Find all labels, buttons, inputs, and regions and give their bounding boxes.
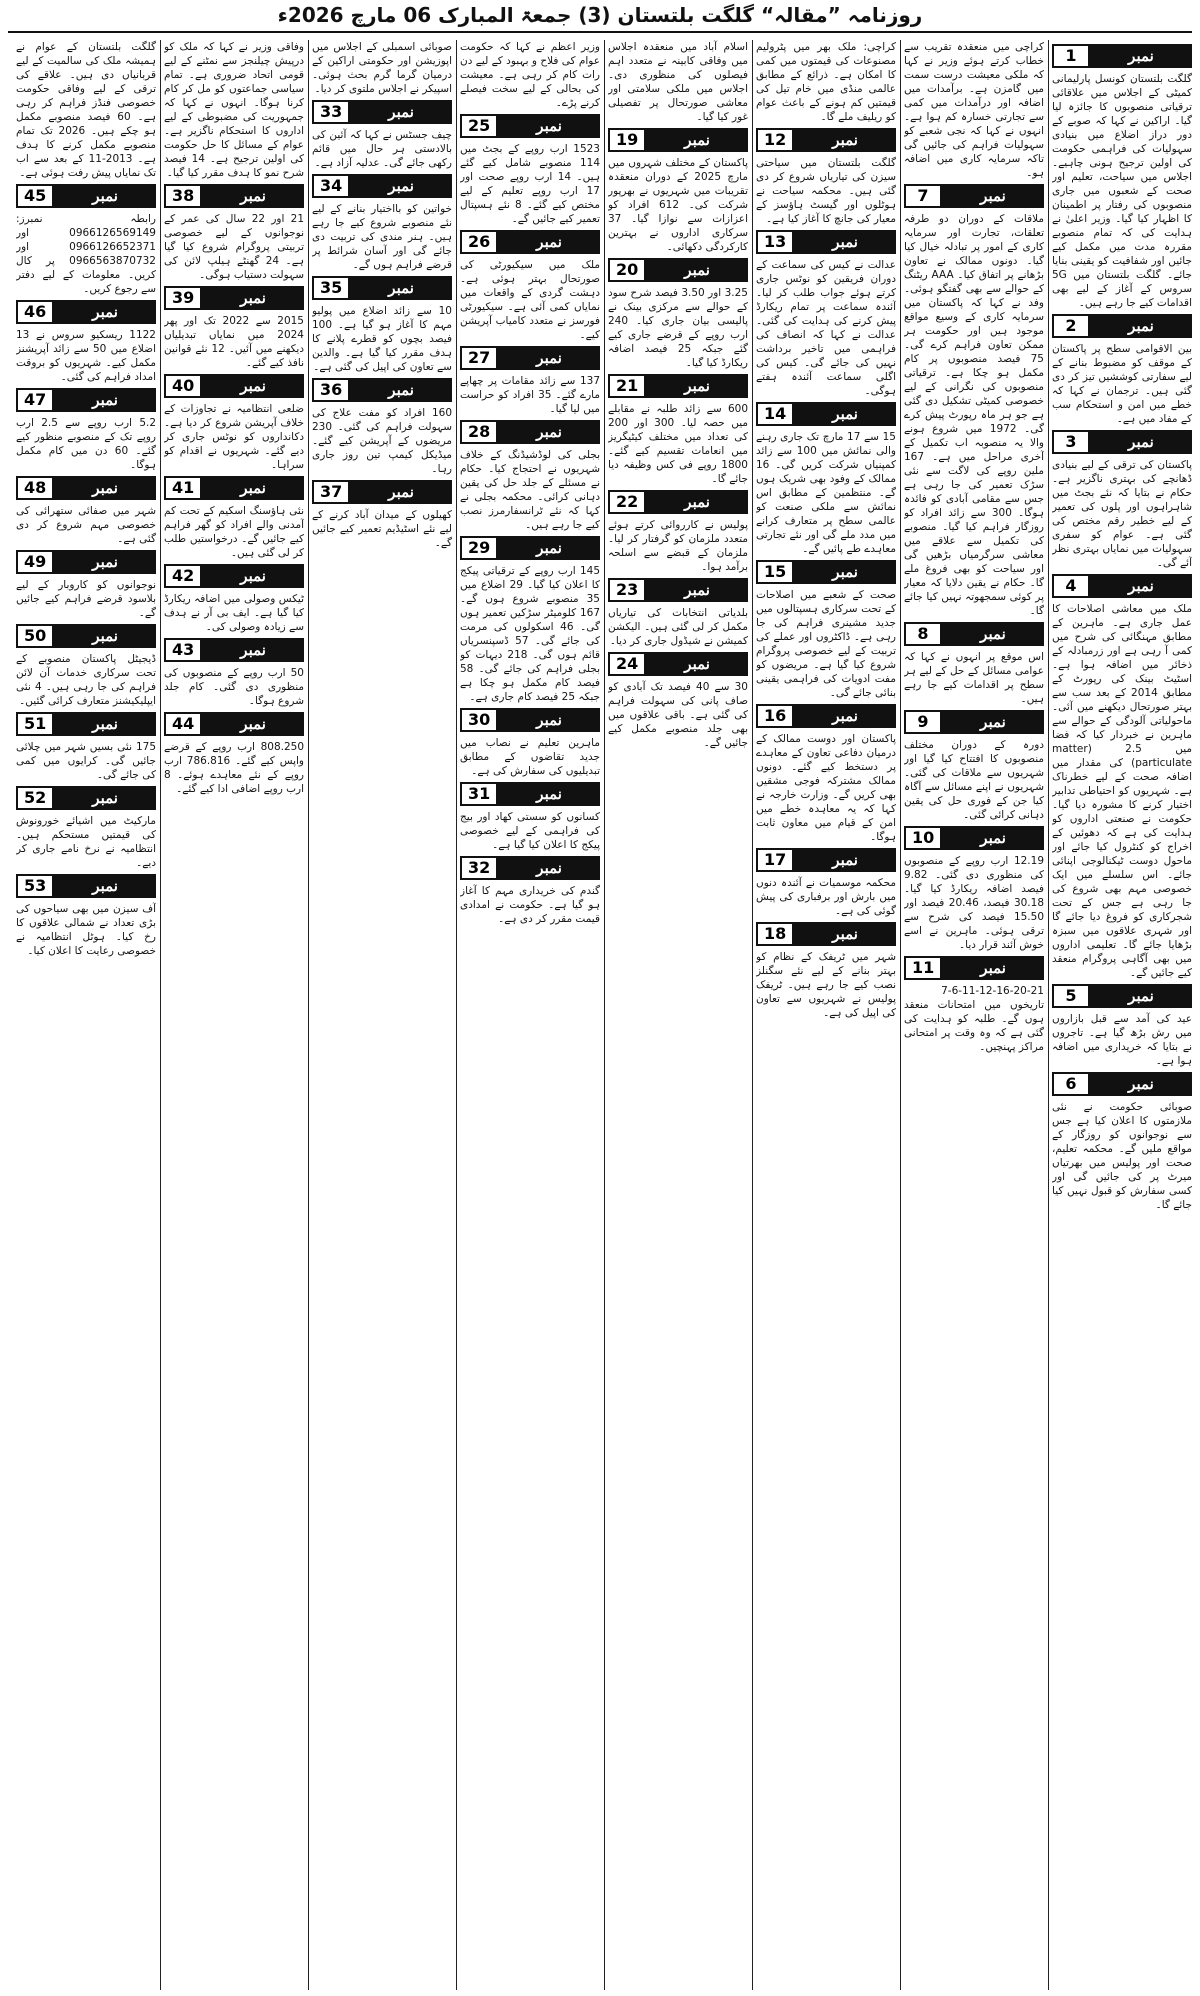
column-divider (456, 40, 457, 1990)
item-number: 7 (906, 186, 940, 206)
item-number-word: نمبر (388, 177, 414, 195)
item-number-word: نمبر (832, 925, 858, 943)
news-text: پاکستان کے مختلف شہروں میں مارچ 2025 کے دوران منعقدہ تقریبات میں شہریوں نے بھرپور شرکت کی۔ 612 افراد کو اعزازات سے نوازا گیا۔ 37 سرکاری اداروں نے بہترین کارکردگی دکھائی۔ (608, 157, 748, 253)
masthead (0, 0, 1200, 30)
item-number: 46 (18, 302, 52, 322)
item-number-badge (904, 622, 1044, 646)
item-number-word: نمبر (832, 131, 858, 149)
item-number-word: نمبر (684, 493, 710, 511)
news-text: وفاقی وزیر نے کہا کہ ملک کو درپیش چیلنجز سے نمٹنے کے لیے قومی اتحاد ضروری ہے۔ تمام سیاسی جماعتوں کو مل کر کام کرنا ہوگا۔ انہوں نے کہا کہ جمہوریت کی مضبوطی کے لیے اداروں کا استحکام ناگزیر ہے۔ عوام کے مسائل کا حل حکومت کی اولین ترجیح ہے۔ 14 فیصد شرح نمو کا ہدف مقرر کیا گیا۔ (164, 41, 304, 179)
item-number: 23 (610, 580, 644, 600)
news-text: گلگت بلتستان کے عوام نے ہمیشہ ملک کی سالمیت کے لیے قربانیاں دی ہیں۔ علاقے کی ترقی کے لیے وفاقی حکومت خصوصی فنڈز فراہم کر رہی ہے۔ 60 فیصد منصوبے مکمل ہو چکے ہیں۔ 2026 تک تمام منصوبے مکمل کرنے کا ہدف ہے۔ 2013-11 کے بعد سے اب تک نمایاں پیش رفت ہوئی ہے۔ (16, 41, 156, 179)
item-number: 37 (314, 482, 348, 502)
news-text: عدالت نے کیس کی سماعت کے دوران فریقین کو نوٹس جاری کرتے ہوئے جواب طلب کر لیا۔ آئندہ سماعت پر تمام ریکارڈ پیش کرنے کی ہدایت کی گئی۔ عدالت نے کہا کہ انصاف کی فراہمی میں تاخیر برداشت نہیں کی جائے گی۔ کیس کی اگلی سماعت آئندہ ہفتے ہوگی۔ (756, 259, 896, 397)
item-number-badge (16, 786, 156, 810)
item-number-word: نمبر (388, 279, 414, 297)
item-number: 12 (758, 130, 792, 150)
item-number: 48 (18, 478, 52, 498)
news-text: نوجوانوں کو کاروبار کے لیے بلاسود قرضے فراہم کیے جائیں گے۔ (16, 579, 156, 619)
item-number-badge (608, 652, 748, 676)
item-number-word: نمبر (92, 553, 118, 571)
item-number-badge (460, 114, 600, 138)
column-divider (308, 40, 309, 1990)
item-number-badge (16, 476, 156, 500)
column-divider (1048, 40, 1049, 1990)
item-number-badge (460, 856, 600, 880)
item-number: 32 (462, 858, 496, 878)
item-number-word: نمبر (980, 713, 1006, 731)
item-number-word: نمبر (240, 479, 266, 497)
item-number: 43 (166, 640, 200, 660)
item-number: 31 (462, 784, 496, 804)
item-number-word: نمبر (92, 479, 118, 497)
item-number-badge (16, 712, 156, 736)
news-text: گلگت بلتستان میں سیاحتی سیزن کی تیاریاں شروع کر دی گئی ہیں۔ محکمہ سیاحت نے ہوٹلوں اور گیسٹ ہاؤسز کے معیار کی جانچ کا آغاز کیا ہے۔ (756, 157, 896, 225)
news-text: رابطہ نمبرز: 0966126569149 اور 0966126652371 اور 0966563870732 پر کال کریں۔ معلومات کے لیے دفتر سے رجوع کریں۔ (16, 213, 156, 295)
news-text: 1122 ریسکیو سروس نے 13 اضلاع میں 50 سے زائد آپریشنز مکمل کیے۔ شہریوں کو بروقت امداد فراہم کی گئی۔ (16, 329, 156, 383)
item-number-word: نمبر (240, 641, 266, 659)
news-text: 808.250 ارب روپے کے قرضے واپس کیے گئے۔ 786.816 ارب روپے کے نئے معاہدے ہوئے۔ 8 ارب روپے اضافی ادا کیے گئے۔ (164, 741, 304, 795)
news-text: 137 سے زائد مقامات پر چھاپے مارے گئے۔ 35 افراد کو حراست میں لیا گیا۔ (460, 375, 600, 415)
item-number-badge (756, 848, 896, 872)
news-text: 1523 ارب روپے کے بجٹ میں 114 منصوبے شامل کیے گئے ہیں۔ 14 ارب روپے صحت اور 17 ارب روپے تعلیم کے لیے مختص کیے گئے۔ 8 نئے ہسپتال تعمیر کیے جائیں گے۔ (460, 143, 600, 225)
item-number-word: نمبر (92, 877, 118, 895)
news-text: 2015 سے 2022 تک اور پھر 2024 میں نمایاں تبدیلیاں دیکھنے میں آئیں۔ 12 نئے قوانین نافذ کیے گئے۔ (164, 315, 304, 369)
news-text: خواتین کو بااختیار بنانے کے لیے نئے منصوبے شروع کیے جا رہے ہیں۔ ہنر مندی کی تربیت دی جائے گی اور آسان شرائط پر قرضے فراہم ہوں گے۔ (312, 203, 452, 271)
item-number-badge (312, 480, 452, 504)
item-number: 49 (18, 552, 52, 572)
news-text: 160 افراد کو مفت علاج کی سہولت فراہم کی گئی۔ 230 مریضوں کے آپریشن کیے گئے۔ میڈیکل کیمپ تین روز جاری رہا۔ (312, 407, 452, 475)
item-number-word: نمبر (832, 851, 858, 869)
item-number-badge (1052, 44, 1192, 68)
news-text: 5.2 ارب روپے سے 2.5 ارب روپے تک کے منصوبے منظور کیے گئے۔ 60 دن میں کام مکمل ہوگا۔ (16, 417, 156, 471)
item-number-badge (904, 184, 1044, 208)
item-number-badge (312, 174, 452, 198)
item-number-badge (164, 638, 304, 662)
item-number-badge (608, 578, 748, 602)
item-number-badge (1052, 314, 1192, 338)
news-text: پاکستان اور دوست ممالک کے درمیان دفاعی تعاون کے معاہدے پر دستخط کیے گئے۔ دونوں ممالک مشترکہ فوجی مشقیں بھی کریں گے۔ وزارت خارجہ نے کہا کہ یہ معاہدہ خطے میں امن کے قیام میں معاون ثابت ہوگا۔ (756, 733, 896, 843)
masthead-rule (8, 31, 1192, 33)
item-number: 9 (906, 712, 940, 732)
news-text: صوبائی اسمبلی کے اجلاس میں اپوزیشن اور حکومتی اراکین کے درمیان گرما گرم بحث ہوئی۔ اسپیکر نے اجلاس ملتوی کر دیا۔ (312, 41, 452, 95)
item-number-badge (16, 624, 156, 648)
column-divider (604, 40, 605, 1990)
item-number-word: نمبر (684, 655, 710, 673)
item-number: 28 (462, 422, 496, 442)
item-number-badge (904, 956, 1044, 980)
item-number-badge (164, 374, 304, 398)
news-text: کراچی: ملک بھر میں پٹرولیم مصنوعات کی قیمتوں میں کمی کا امکان ہے۔ ذرائع کے مطابق عالمی منڈی میں خام تیل کی قیمتیں کم ہونے کے باعث عوام کو ریلیف ملے گا۔ (756, 41, 896, 123)
item-number-badge (460, 708, 600, 732)
news-text: شہر میں ٹریفک کے نظام کو بہتر بنانے کے لیے نئے سگنلز نصب کیے جا رہے ہیں۔ ٹریفک پولیس نے شہریوں سے تعاون کی اپیل کی ہے۔ (756, 951, 896, 1019)
news-text: 50 ارب روپے کے منصوبوں کی منظوری دی گئی۔ کام جلد شروع ہوگا۔ (164, 667, 304, 707)
item-number-badge (312, 276, 452, 300)
news-column (608, 40, 748, 1990)
news-column (904, 40, 1044, 1990)
item-number-word: نمبر (92, 303, 118, 321)
item-number-word: نمبر (1128, 47, 1154, 65)
news-text: وزیر اعظم نے کہا کہ حکومت عوام کی فلاح و بہبود کے لیے دن رات کام کر رہی ہے۔ معیشت کی بحالی کے لیے سخت فیصلے کرنے پڑے۔ (460, 41, 600, 109)
item-number-badge (608, 128, 748, 152)
item-number-word: نمبر (980, 625, 1006, 643)
item-number-badge (460, 230, 600, 254)
item-number-badge (460, 782, 600, 806)
item-number: 11 (906, 958, 940, 978)
news-text: 175 نئی بسیں شہر میں چلائی جائیں گی۔ کرایوں میں کمی کی جائے گی۔ (16, 741, 156, 781)
item-number-badge (16, 184, 156, 208)
item-number: 1 (1054, 46, 1088, 66)
item-number-word: نمبر (92, 391, 118, 409)
news-text: مارکیٹ میں اشیائے خورونوش کی قیمتیں مستحکم ہیں۔ انتظامیہ نے نرخ نامے جاری کر دیے۔ (16, 815, 156, 869)
news-text: 3.25 اور 3.50 فیصد شرح سود کے حوالے سے مرکزی بینک نے پالیسی بیان جاری کیا۔ 240 ارب روپے کے قرضے جاری کیے گئے جبکہ 25 فیصد اضافہ ریکارڈ کیا گیا۔ (608, 287, 748, 369)
item-number: 35 (314, 278, 348, 298)
item-number-badge (164, 476, 304, 500)
news-text: دورہ کے دوران مختلف منصوبوں کا افتتاح کیا گیا اور شہریوں سے ملاقات کی گئی۔ شہریوں نے اپنے مسائل سے آگاہ کیا جن کے فوری حل کی یقین دہانی کرائی گئی۔ (904, 739, 1044, 821)
news-text: آف سیزن میں بھی سیاحوں کی بڑی تعداد نے شمالی علاقوں کا رخ کیا۔ ہوٹل انتظامیہ نے خصوصی رعایت کا اعلان کیا۔ (16, 903, 156, 957)
item-number: 47 (18, 390, 52, 410)
item-number-word: نمبر (388, 103, 414, 121)
item-number: 41 (166, 478, 200, 498)
item-number: 50 (18, 626, 52, 646)
item-number-word: نمبر (240, 715, 266, 733)
item-number-badge (756, 402, 896, 426)
item-number-word: نمبر (1128, 1075, 1154, 1093)
item-number: 4 (1054, 576, 1088, 596)
news-text: عید کی آمد سے قبل بازاروں میں رش بڑھ گیا ہے۔ تاجروں نے بتایا کہ خریداری میں اضافہ ہوا ہے۔ (1052, 1013, 1192, 1067)
news-text: ملک میں معاشی اصلاحات کا عمل جاری ہے۔ ماہرین کے مطابق مہنگائی کی شرح میں کمی آ رہی ہے اور زرمبادلہ کے ذخائر میں اضافہ ہوا ہے۔ اسٹیٹ بینک کی رپورٹ کے مطابق 2014 کے بعد سب سے بہتر صورتحال دیکھنے میں آئی۔ ماحولیاتی آلودگی کے حوالے سے ماہرین نے خبردار کیا کہ فضا میں 2.5 (matter particulate) کی مقدار میں اضافہ صحت کے لیے خطرناک ہے۔ شہریوں کو احتیاطی تدابیر اختیار کرنے کا مشورہ دیا گیا۔ حکومت نے صنعتی اداروں کو ہدایت کی ہے کہ دھوئیں کے اخراج کو کنٹرول کیا جائے اور ماحول دوست ٹیکنالوجی اپنائی جائے۔ اس سلسلے میں ایک خصوصی مہم بھی شروع کی جا رہی ہے جس کے تحت شجرکاری کو فروغ دیا جائے گا اور شہری علاقوں میں سبزہ بڑھایا جائے گا۔ تعلیمی اداروں میں بھی آگاہی پروگرام منعقد کیے جائیں گے۔ (1052, 603, 1192, 979)
news-text: اسلام آباد میں منعقدہ اجلاس میں وفاقی کابینہ نے متعدد اہم فیصلوں کی منظوری دی۔ اجلاس میں ملکی سلامتی اور معاشی صورتحال پر تفصیلی غور کیا گیا۔ (608, 41, 748, 123)
item-number-word: نمبر (92, 789, 118, 807)
news-text: 21 اور 22 سال کی عمر کے نوجوانوں کے لیے خصوصی تربیتی پروگرام شروع کیا گیا ہے۔ 24 گھنٹے ہیلپ لائن کی سہولت دستیاب ہوگی۔ (164, 213, 304, 281)
news-text: 600 سے زائد طلبہ نے مقابلے میں حصہ لیا۔ 300 اور 200 کی تعداد میں مختلف کیٹیگریز میں انعامات تقسیم کیے گئے۔ 1800 روپے فی کس وظیفہ دیا جائے گا۔ (608, 403, 748, 485)
item-number-badge (460, 420, 600, 444)
item-number: 53 (18, 876, 52, 896)
news-text: 10 سے زائد اضلاع میں پولیو مہم کا آغاز ہو گیا ہے۔ 100 فیصد بچوں کو قطرے پلانے کا ہدف مقرر کیا گیا ہے۔ والدین سے تعاون کی اپیل کی گئی ہے۔ (312, 305, 452, 373)
item-number-badge (164, 184, 304, 208)
item-number-badge (460, 536, 600, 560)
item-number: 5 (1054, 986, 1088, 1006)
item-number-word: نمبر (240, 187, 266, 205)
item-number-word: نمبر (832, 233, 858, 251)
item-number-badge (16, 550, 156, 574)
news-column (756, 40, 896, 1990)
item-number-badge (1052, 574, 1192, 598)
news-text: 7-6-11-12-16-20-21 تاریخوں میں امتحانات منعقد ہوں گے۔ طلبہ کو ہدایت کی گئی ہے کہ وہ وقت پر امتحانی مراکز پہنچیں۔ (904, 985, 1044, 1053)
item-number-word: نمبر (536, 117, 562, 135)
news-text: شہر میں صفائی ستھرائی کی خصوصی مہم شروع کر دی گئی ہے۔ (16, 505, 156, 545)
item-number-badge (16, 874, 156, 898)
item-number: 21 (610, 376, 644, 396)
item-number: 15 (758, 562, 792, 582)
item-number-badge (756, 230, 896, 254)
item-number: 36 (314, 380, 348, 400)
item-number: 13 (758, 232, 792, 252)
item-number-word: نمبر (832, 405, 858, 423)
item-number-word: نمبر (388, 381, 414, 399)
item-number: 40 (166, 376, 200, 396)
newspaper-page (8, 40, 1192, 1990)
item-number-badge (608, 490, 748, 514)
item-number-word: نمبر (536, 539, 562, 557)
item-number-word: نمبر (1128, 987, 1154, 1005)
item-number-word: نمبر (684, 131, 710, 149)
item-number: 19 (610, 130, 644, 150)
item-number-badge (1052, 984, 1192, 1008)
item-number: 8 (906, 624, 940, 644)
item-number-word: نمبر (536, 233, 562, 251)
item-number-badge (460, 346, 600, 370)
news-text: ڈیجیٹل پاکستان منصوبے کے تحت سرکاری خدمات آن لائن فراہم کی جا رہی ہیں۔ 4 نئی ایپلیکیشنز متعارف کرائی گئیں۔ (16, 653, 156, 707)
column-divider (160, 40, 161, 1990)
news-column (164, 40, 304, 1990)
news-text: ماہرین تعلیم نے نصاب میں جدید تقاضوں کے مطابق تبدیلیوں کی سفارش کی ہے۔ (460, 737, 600, 777)
item-number: 18 (758, 924, 792, 944)
news-text: ٹیکس وصولی میں اضافہ ریکارڈ کیا گیا ہے۔ ایف بی آر نے ہدف سے زیادہ وصولی کی۔ (164, 593, 304, 633)
news-text: 15 سے 17 مارچ تک جاری رہنے والی نمائش میں 100 سے زائد کمپنیاں شرکت کریں گی۔ 16 ممالک کے وفود بھی شریک ہوں گے۔ منتظمین کے مطابق اس نمائش سے ملکی صنعت کو عالمی سطح پر متعارف کرانے میں مدد ملے گی اور نئے تجارتی معاہدے طے پائیں گے۔ (756, 431, 896, 555)
item-number-badge (312, 378, 452, 402)
news-text: کسانوں کو سستی کھاد اور بیج کی فراہمی کے لیے خصوصی پیکج کا اعلان کیا گیا ہے۔ (460, 811, 600, 851)
news-text: 12.19 ارب روپے کے منصوبوں کی منظوری دی گئی۔ 9.82 فیصد اضافہ ریکارڈ کیا گیا۔ 30.18 فیصد، 20.46 فیصد اور 15.50 فیصد کی شرح سے ترقی ہوئی۔ ماہرین نے اسے خوش آئند قرار دیا۔ (904, 855, 1044, 951)
news-text: گندم کی خریداری مہم کا آغاز ہو گیا ہے۔ حکومت نے امدادی قیمت مقرر کر دی ہے۔ (460, 885, 600, 925)
item-number-word: نمبر (832, 707, 858, 725)
news-text: بجلی کی لوڈشیڈنگ کے خلاف شہریوں نے احتجاج کیا۔ حکام نے مسئلے کے جلد حل کی یقین دہانی کرائی۔ محکمہ بجلی نے کہا کہ نئے ٹرانسفارمرز نصب کیے جا رہے ہیں۔ (460, 449, 600, 531)
news-text: صحت کے شعبے میں اصلاحات کے تحت سرکاری ہسپتالوں میں جدید مشینری فراہم کی جا رہی ہے۔ ڈاکٹروں اور عملے کی تربیت کے لیے خصوصی پروگرام شروع کیا گیا ہے۔ مریضوں کو مفت ادویات کی فراہمی یقینی بنائی جائے گی۔ (756, 589, 896, 699)
item-number: 44 (166, 714, 200, 734)
item-number-word: نمبر (684, 377, 710, 395)
item-number: 30 (462, 710, 496, 730)
item-number: 45 (18, 186, 52, 206)
item-number-badge (756, 128, 896, 152)
news-text: گلگت بلتستان کونسل پارلیمانی کمیٹی کے اجلاس میں علاقائی ترقیاتی منصوبوں کا جائزہ لیا گیا۔ اراکین نے کہا کہ صوبے کے دور دراز اضلاع میں بنیادی سہولیات کی فراہمی حکومت کی اولین ترجیح ہونی چاہیے۔ اجلاس میں سیاحت، تعلیم اور صحت کے شعبوں میں جاری منصوبوں کی رفتار پر اطمینان کا اظہار کیا گیا۔ وزیر اعلیٰ نے ہدایت کی کہ تمام منصوبے مقررہ مدت میں مکمل کیے جائیں اور شفافیت کو یقینی بنایا جائے۔ گلگت بلتستان میں 5G سروس کے آغاز کے لیے بھی اقدامات کیے جا رہے ہیں۔ (1052, 73, 1192, 309)
news-text: نئی ہاؤسنگ اسکیم کے تحت کم آمدنی والے افراد کو گھر فراہم کیے جائیں گے۔ درخواستیں طلب کر لی گئی ہیں۔ (164, 505, 304, 559)
item-number: 3 (1054, 432, 1088, 452)
item-number-badge (756, 560, 896, 584)
item-number-word: نمبر (92, 187, 118, 205)
item-number: 42 (166, 566, 200, 586)
item-number-badge (164, 712, 304, 736)
item-number: 20 (610, 260, 644, 280)
news-text: ملاقات کے دوران دو طرفہ تعلقات، تجارت اور سرمایہ کاری کے امور پر تبادلہ خیال کیا گیا۔ دونوں ممالک نے تعاون بڑھانے پر اتفاق کیا۔ AAA ریٹنگ کے حوالے سے بھی گفتگو ہوئی۔ وفد نے کہا کہ پاکستان میں سرمایہ کاری کے وسیع مواقع موجود ہیں اور حکومت ہر ممکن تعاون فراہم کرے گی۔ 75 فیصد منصوبوں پر کام مکمل ہو چکا ہے۔ ترقیاتی منصوبوں کی نگرانی کے لیے خصوصی کمیٹی تشکیل دی گئی ہے جو ہر ماہ رپورٹ پیش کرے گی۔ 1972 میں شروع ہونے والا یہ منصوبہ اب تکمیل کے آخری مراحل میں ہے۔ 167 ملین روپے کی لاگت سے نئی سڑک تعمیر کی جا رہی ہے جس سے مقامی آبادی کو فائدہ ہوگا۔ 300 سے زائد افراد کو روزگار فراہم کیا گیا۔ منصوبے کی تکمیل سے علاقے میں معاشی سرگرمیاں بڑھیں گی اور سیاحت کو بھی فروغ ملے گا۔ حکام نے یقین دلایا کہ معیار پر کوئی سمجھوتہ نہیں کیا جائے گا۔ (904, 213, 1044, 617)
news-column (16, 40, 156, 1990)
item-number-badge (16, 388, 156, 412)
news-column (460, 40, 600, 1990)
news-text: صوبائی حکومت نے نئی ملازمتوں کا اعلان کیا ہے جس سے نوجوانوں کو روزگار کے مواقع ملیں گے۔ محکمہ تعلیم، صحت اور پولیس میں بھرتیاں میرٹ پر کی جائیں گی اور کسی سفارش کو قبول نہیں کیا جائے گا۔ (1052, 1101, 1192, 1211)
item-number-word: نمبر (388, 483, 414, 501)
item-number-word: نمبر (980, 829, 1006, 847)
item-number-word: نمبر (536, 859, 562, 877)
item-number: 26 (462, 232, 496, 252)
news-text: پولیس نے کارروائی کرتے ہوئے متعدد ملزمان کو گرفتار کر لیا۔ ملزمان کے قبضے سے اسلحہ برآمد ہوا۔ (608, 519, 748, 573)
item-number: 24 (610, 654, 644, 674)
item-number-badge (756, 704, 896, 728)
item-number-word: نمبر (536, 349, 562, 367)
item-number: 10 (906, 828, 940, 848)
item-number-word: نمبر (240, 289, 266, 307)
item-number-badge (608, 258, 748, 282)
item-number-word: نمبر (684, 261, 710, 279)
item-number: 29 (462, 538, 496, 558)
item-number-badge (1052, 430, 1192, 454)
item-number-word: نمبر (1128, 577, 1154, 595)
item-number-word: نمبر (684, 581, 710, 599)
news-column (1052, 40, 1192, 1990)
masthead-title: روزنامہ ”مقالہ“ گلگت بلتستان (3) جمعۃ المبارک 06 مارچ 2026ء (277, 3, 923, 27)
item-number: 17 (758, 850, 792, 870)
item-number-word: نمبر (536, 711, 562, 729)
item-number: 22 (610, 492, 644, 512)
item-number-word: نمبر (92, 627, 118, 645)
news-text: ضلعی انتظامیہ نے تجاوزات کے خلاف آپریشن شروع کر دیا ہے۔ دکانداروں کو نوٹس جاری کر دیے گئے۔ شہریوں نے اقدام کو سراہا۔ (164, 403, 304, 471)
item-number: 33 (314, 102, 348, 122)
news-text: کھیلوں کے میدان آباد کرنے کے لیے نئے اسٹیڈیم تعمیر کیے جائیں گے۔ (312, 509, 452, 549)
item-number-word: نمبر (240, 377, 266, 395)
news-text: ملک میں سیکیورٹی کی صورتحال بہتر ہوئی ہے۔ دہشت گردی کے واقعات میں نمایاں کمی آئی ہے۔ سیکیورٹی فورسز نے متعدد کامیاب آپریشن کیے۔ (460, 259, 600, 341)
item-number-badge (164, 564, 304, 588)
item-number-badge (904, 710, 1044, 734)
item-number-word: نمبر (1128, 433, 1154, 451)
news-text: پاکستان کی ترقی کے لیے بنیادی ڈھانچے کی بہتری ناگزیر ہے۔ حکام نے بتایا کہ نئے بجٹ میں شاہراہوں اور پلوں کی تعمیر کے لیے خطیر رقم مختص کی گئی ہے۔ عوام کو سفری سہولیات میں نمایاں بہتری نظر آئے گی۔ (1052, 459, 1192, 569)
item-number-badge (756, 922, 896, 946)
item-number-word: نمبر (832, 563, 858, 581)
news-text: 30 سے 40 فیصد تک آبادی کو صاف پانی کی سہولت فراہم کی گئی ہے۔ باقی علاقوں میں بھی جلد منصوبے مکمل کیے جائیں گے۔ (608, 681, 748, 749)
item-number: 6 (1054, 1074, 1088, 1094)
item-number: 51 (18, 714, 52, 734)
item-number: 2 (1054, 316, 1088, 336)
item-number: 34 (314, 176, 348, 196)
news-text: چیف جسٹس نے کہا کہ آئین کی بالادستی ہر حال میں قائم رکھی جائے گی۔ عدلیہ آزاد ہے۔ (312, 129, 452, 169)
item-number: 16 (758, 706, 792, 726)
item-number: 25 (462, 116, 496, 136)
news-text: 145 ارب روپے کے ترقیاتی پیکج کا اعلان کیا گیا۔ 29 اضلاع میں 35 منصوبے شروع ہوں گے۔ 167 کلومیٹر سڑکیں تعمیر ہوں گی۔ 46 اسکولوں کی مرمت کی جائے گی۔ 57 ڈسپنسریاں قائم ہوں گی۔ 218 دیہات کو بجلی فراہم کی جائے گی۔ 58 فیصد کام مکمل ہو چکا ہے جبکہ 25 فیصد کام جاری ہے۔ (460, 565, 600, 703)
news-text: اس موقع پر انہوں نے کہا کہ عوامی مسائل کے حل کے لیے ہر سطح پر اقدامات کیے جا رہے ہیں۔ (904, 651, 1044, 705)
item-number-badge (164, 286, 304, 310)
item-number-word: نمبر (980, 959, 1006, 977)
item-number-word: نمبر (536, 785, 562, 803)
item-number-word: نمبر (92, 715, 118, 733)
item-number: 39 (166, 288, 200, 308)
item-number: 52 (18, 788, 52, 808)
item-number: 38 (166, 186, 200, 206)
item-number-word: نمبر (1128, 317, 1154, 335)
column-divider (900, 40, 901, 1990)
item-number-badge (1052, 1072, 1192, 1096)
news-text: محکمہ موسمیات نے آئندہ دنوں میں بارش اور برفباری کی پیش گوئی کی ہے۔ (756, 877, 896, 917)
item-number-word: نمبر (980, 187, 1006, 205)
item-number-badge (16, 300, 156, 324)
news-text: بین الاقوامی سطح پر پاکستان کے موقف کو مضبوط بنانے کے لیے سفارتی کوششیں تیز کر دی گئی ہیں۔ ترجمان نے کہا کہ خطے میں امن و استحکام سب کے مفاد میں ہے۔ (1052, 343, 1192, 425)
item-number-badge (904, 826, 1044, 850)
item-number-word: نمبر (536, 423, 562, 441)
news-text: بلدیاتی انتخابات کی تیاریاں مکمل کر لی گئی ہیں۔ الیکشن کمیشن نے شیڈول جاری کر دیا۔ (608, 607, 748, 647)
item-number: 27 (462, 348, 496, 368)
item-number-badge (312, 100, 452, 124)
item-number-badge (608, 374, 748, 398)
item-number: 14 (758, 404, 792, 424)
news-text: کراچی میں منعقدہ تقریب سے خطاب کرتے ہوئے وزیر نے کہا کہ ملکی معیشت درست سمت میں گامزن ہے۔ برآمدات میں اضافہ اور درآمدات میں کمی سے تجارتی خسارہ کم ہوا ہے۔ انہوں نے کہا کہ نجی شعبے کو سہولیات فراہم کی جائیں گی تاکہ سرمایہ کاری میں اضافہ ہو۔ (904, 41, 1044, 179)
column-divider (752, 40, 753, 1990)
item-number-word: نمبر (240, 567, 266, 585)
news-column (312, 40, 452, 1990)
